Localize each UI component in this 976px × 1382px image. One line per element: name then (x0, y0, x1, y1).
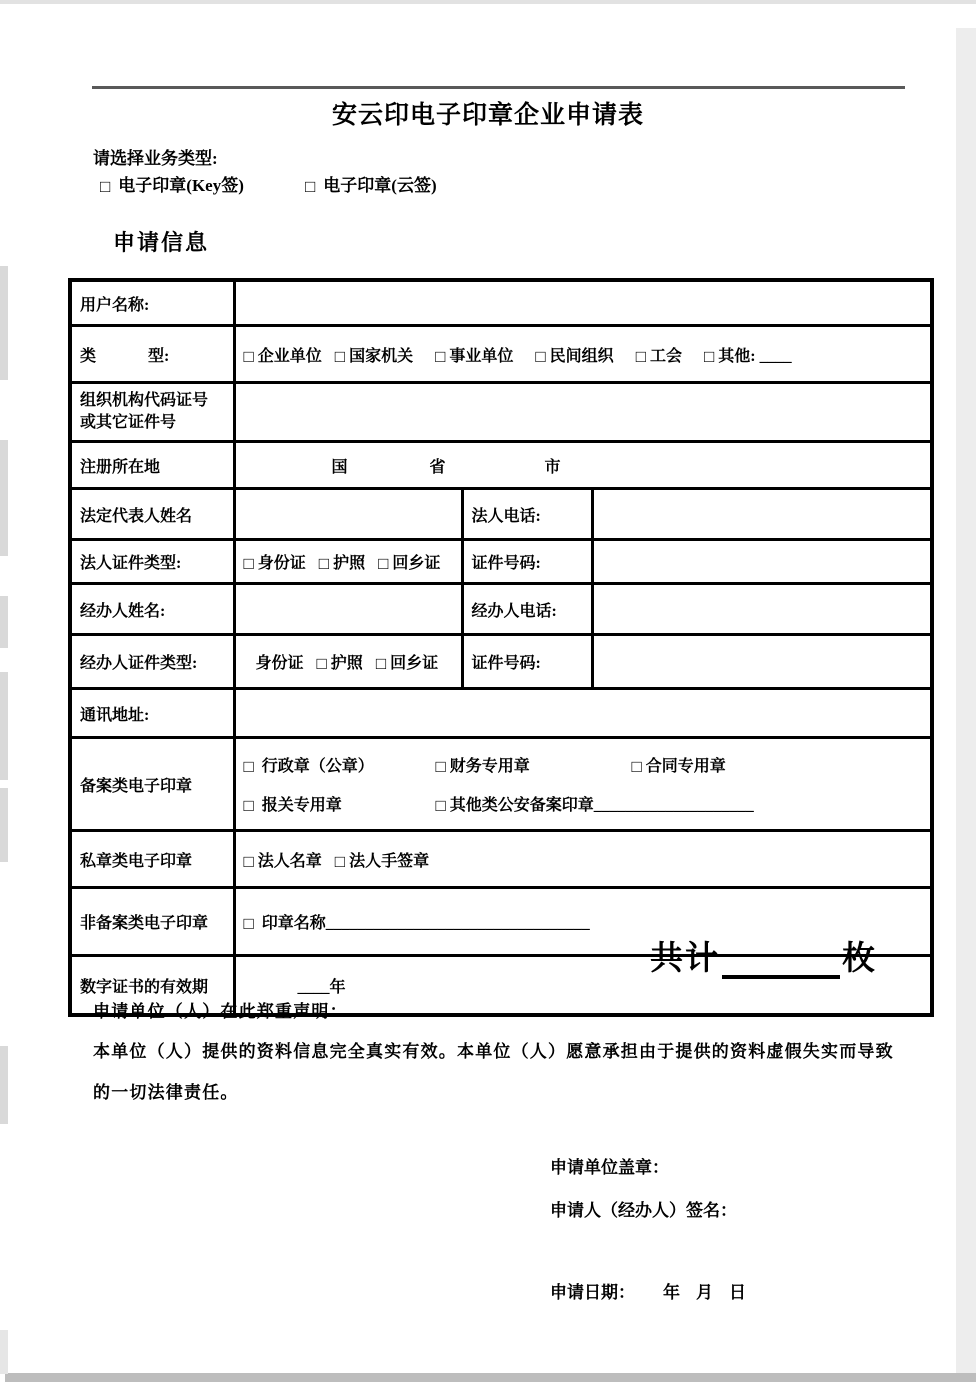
location-part-city: 市 (544, 458, 561, 476)
row-label-org-code (70, 383, 234, 442)
private-seal-option-label: 法人名章 (257, 852, 322, 870)
scan-artifact-left (0, 1046, 8, 1124)
date-month-label: 月 (696, 1283, 713, 1302)
business-option-key (100, 171, 244, 196)
agent-phone-label: 经办人电话: (462, 584, 592, 635)
private-seals-options-cell (234, 831, 932, 888)
scan-artifact-left (0, 672, 8, 780)
scan-artifact-left (0, 440, 8, 556)
row-label-registered-location: 注册所在地 (70, 442, 234, 489)
agent-id-number-label: 证件号码: (462, 635, 592, 689)
declaration-line2: 本单位（人）提供的资料信息完全真实有效。本单位（人）愿意承担由于提供的资料虚假失实而导致 (93, 1042, 894, 1061)
row-label-cert-validity: 数字证书的有效期 (70, 956, 234, 1016)
legal-id-number-label: 证件号码: (462, 540, 592, 584)
legal-id-option-label: 身份证 (257, 555, 306, 572)
checkbox-icon[interactable]: □ (243, 851, 254, 871)
org-code-label-line1: 组织机构代码证号 (80, 392, 209, 410)
filed-seals-options-cell (234, 738, 932, 831)
legal-rep-name-input-cell[interactable] (234, 489, 462, 540)
agent-name-input-cell[interactable] (234, 584, 462, 635)
checkbox-icon[interactable]: □ (243, 346, 254, 366)
legal-rep-phone-label: 法人电话: (462, 489, 592, 540)
type-option-label: 国家机关 (349, 347, 414, 365)
type-label-right: 型: (148, 347, 170, 365)
filed-seal-option-label: 其他类公安备案印章 (449, 797, 594, 814)
business-option-label: 电子印章(云签) (323, 176, 437, 195)
checkbox-icon[interactable]: □ (243, 554, 254, 573)
table-row (70, 489, 932, 540)
checkbox-icon[interactable]: □ (100, 177, 111, 196)
private-seal-option-label: 法人手签章 (349, 852, 430, 870)
type-option-other-label: 其他: (718, 347, 756, 365)
row-label-filed-seals: 备案类电子印章 (70, 738, 234, 831)
checkbox-icon[interactable]: □ (378, 554, 389, 573)
applicant-sign-label: 申请人（经办人）签名： (550, 1201, 737, 1220)
business-option-label: 电子印章(Key签) (118, 176, 244, 195)
agent-id-number-input-cell[interactable] (592, 635, 932, 689)
table-row (70, 635, 932, 689)
section-title: 申请信息 (113, 230, 210, 255)
declaration-line3: 的一切法律责任。 (93, 1083, 239, 1102)
declaration-line1: 申请单位（人）在此郑重声明： (93, 1002, 348, 1021)
row-label-private-seals: 私章类电子印章 (70, 831, 234, 888)
scan-artifact-left (0, 596, 8, 648)
cert-validity-blank[interactable]: ____ (297, 978, 330, 996)
page-title: 安云印电子印章企业申请表 (331, 101, 644, 129)
type-label-left: 类 (80, 347, 97, 365)
org-code-input-cell[interactable] (234, 383, 932, 442)
legal-id-option-label: 回乡证 (392, 555, 441, 572)
checkbox-icon[interactable]: □ (316, 654, 327, 673)
checkbox-icon[interactable]: □ (435, 796, 446, 815)
header-divider (92, 86, 905, 89)
table-row (70, 540, 932, 584)
filed-seal-option-label: 报关专用章 (261, 797, 342, 814)
checkbox-icon[interactable]: □ (243, 914, 254, 933)
agent-id-option-label: 护照 (330, 655, 363, 672)
agent-id-option-label: 回乡证 (390, 655, 439, 672)
location-part-province: 省 (429, 458, 446, 476)
table-row (70, 689, 932, 738)
checkbox-icon[interactable]: □ (305, 177, 316, 196)
registered-location-cell[interactable] (234, 442, 932, 489)
checkbox-icon[interactable]: □ (703, 346, 715, 366)
unit-stamp-label: 申请单位盖章： (550, 1158, 669, 1177)
scan-artifact-left (0, 266, 8, 380)
row-label-legal-rep-name: 法定代表人姓名 (70, 489, 234, 540)
table-row (70, 831, 932, 888)
user-name-input-cell[interactable] (234, 280, 932, 326)
cert-validity-suffix: 年 (329, 978, 346, 996)
legal-rep-phone-input-cell[interactable] (592, 489, 932, 540)
table-row (70, 326, 932, 383)
checkbox-icon[interactable]: □ (435, 346, 446, 366)
legal-id-number-input-cell[interactable] (592, 540, 932, 584)
table-row (70, 280, 932, 326)
type-option-label: 企业单位 (257, 347, 322, 365)
table-row (70, 383, 932, 442)
checkbox-icon[interactable]: □ (635, 346, 646, 366)
table-row (70, 584, 932, 635)
checkbox-icon[interactable]: □ (318, 554, 330, 573)
row-label-legal-id-type: 法人证件类型: (70, 540, 234, 584)
agent-phone-input-cell[interactable] (592, 584, 932, 635)
total-suffix: 枚 (842, 941, 877, 977)
total-count-blank[interactable] (722, 939, 840, 979)
checkbox-icon[interactable]: □ (535, 346, 546, 366)
business-option-cloud (305, 171, 437, 196)
type-option-label: 事业单位 (449, 347, 514, 365)
row-label-agent-id-type: 经办人证件类型: (70, 635, 234, 689)
row-label-address: 通讯地址: (70, 689, 234, 738)
type-option-label: 工会 (649, 347, 682, 365)
scan-artifact-right (956, 28, 976, 1382)
scan-artifact-bottom (5, 1373, 976, 1382)
checkbox-icon[interactable]: □ (375, 654, 387, 673)
filed-seal-option-label: 财务专用章 (449, 758, 530, 775)
checkbox-icon[interactable]: □ (334, 851, 346, 871)
business-type-label: 请选择业务类型: (93, 149, 218, 168)
filed-seal-option-label: 合同专用章 (645, 758, 726, 775)
type-option-label: 民间组织 (549, 347, 614, 365)
date-label: 申请日期： (550, 1283, 635, 1302)
scan-artifact-top (0, 0, 976, 4)
unfiled-seal-name-blank[interactable]: _________________________________ (325, 915, 590, 932)
scan-artifact-left (0, 788, 8, 862)
row-label-agent-name: 经办人姓名: (70, 584, 234, 635)
scan-artifact-left (0, 1330, 8, 1374)
agent-id-option-label: 身份证 (255, 655, 304, 672)
location-part-country: 国 (331, 458, 348, 476)
org-code-label-line2: 或其它证件号 (80, 414, 177, 431)
total-prefix: 共计 (650, 941, 720, 977)
checkbox-icon[interactable]: □ (243, 796, 254, 815)
row-label-unfiled-seals: 非备案类电子印章 (70, 888, 234, 956)
type-other-blank[interactable]: ____ (759, 347, 792, 365)
table-row (70, 738, 932, 831)
type-options-cell (234, 326, 932, 383)
checkbox-icon[interactable]: □ (631, 757, 642, 776)
application-table (68, 278, 934, 1017)
legal-id-options-cell (234, 540, 462, 584)
table-row (70, 442, 932, 489)
row-label-user-name: 用户名称: (70, 280, 234, 326)
row-label-type (70, 326, 234, 383)
filed-seal-other-blank[interactable]: ____________________ (593, 797, 754, 814)
filed-seal-option-label: 行政章（公章） (261, 758, 374, 775)
address-input-cell[interactable] (234, 689, 932, 738)
date-day-label: 日 (729, 1283, 746, 1302)
agent-id-options-cell (234, 635, 462, 689)
unfiled-seal-option-label: 印章名称 (261, 915, 326, 932)
total-count-line (650, 932, 877, 979)
checkbox-icon[interactable]: □ (243, 757, 254, 776)
date-year-label: 年 (663, 1283, 680, 1302)
checkbox-icon[interactable]: □ (435, 757, 446, 776)
legal-id-option-label: 护照 (333, 555, 366, 572)
checkbox-icon[interactable]: □ (334, 346, 346, 366)
application-date-line (550, 1278, 746, 1303)
